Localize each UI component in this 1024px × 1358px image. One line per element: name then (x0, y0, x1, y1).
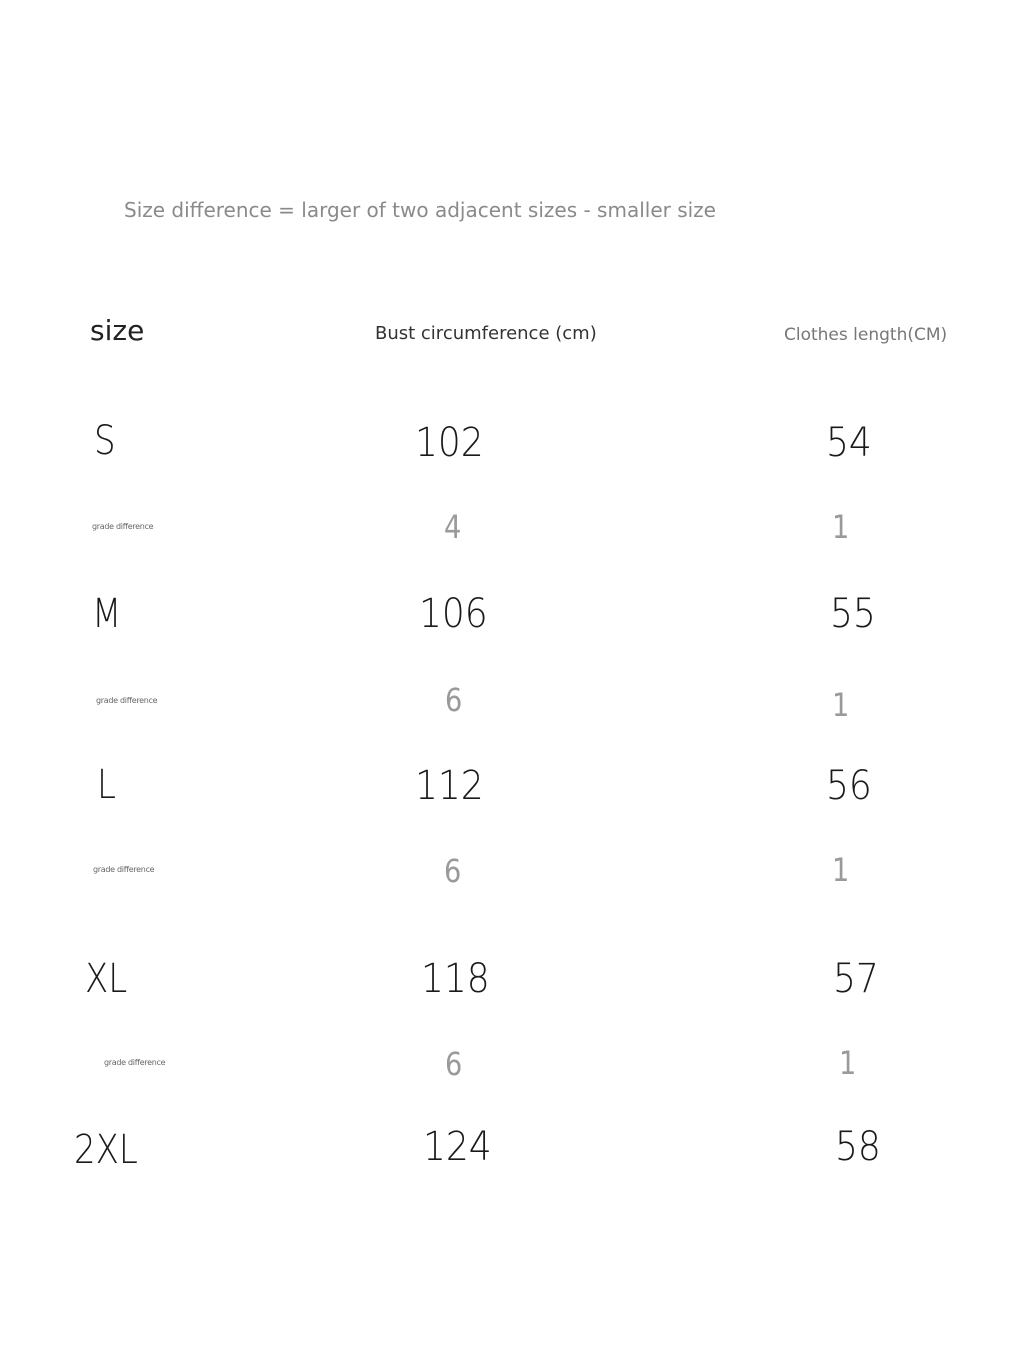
length-value-l: 56 (826, 763, 872, 809)
bust-value-l: 112 (415, 763, 484, 809)
length-value-xl: 57 (833, 956, 879, 1002)
size-column-header: size (90, 314, 145, 347)
length-grade-value: 1 (832, 851, 850, 889)
bust-grade-value: 6 (444, 852, 462, 890)
length-value-2xl: 58 (835, 1124, 881, 1170)
size-label-s: S (94, 418, 116, 464)
bust-value-s: 102 (415, 420, 484, 466)
grade-difference-label: grade difference (96, 696, 158, 705)
bust-value-2xl: 124 (423, 1124, 492, 1170)
size-difference-note: Size difference = larger of two adjacent sizes - smaller size (124, 198, 716, 222)
bust-grade-value: 4 (444, 508, 462, 546)
bust-column-header: Bust circumference (cm) (375, 323, 597, 344)
length-value-m: 55 (830, 591, 876, 637)
length-grade-value: 1 (839, 1044, 857, 1082)
size-label-m: M (92, 591, 122, 637)
length-value-s: 54 (826, 420, 872, 466)
size-label-2xl: 2XL (74, 1127, 138, 1173)
bust-value-m: 106 (419, 591, 488, 637)
size-label-xl: XL (85, 956, 128, 1002)
length-column-header: Clothes length(CM) (784, 325, 948, 345)
grade-difference-label: grade difference (92, 522, 154, 531)
bust-value-xl: 118 (421, 956, 490, 1002)
grade-difference-label: grade difference (93, 865, 155, 874)
grade-difference-label: grade difference (104, 1058, 166, 1067)
length-grade-value: 1 (832, 508, 850, 546)
bust-grade-value: 6 (445, 681, 463, 719)
size-label-l: L (97, 762, 116, 808)
bust-grade-value: 6 (445, 1045, 463, 1083)
length-grade-value: 1 (832, 686, 850, 724)
